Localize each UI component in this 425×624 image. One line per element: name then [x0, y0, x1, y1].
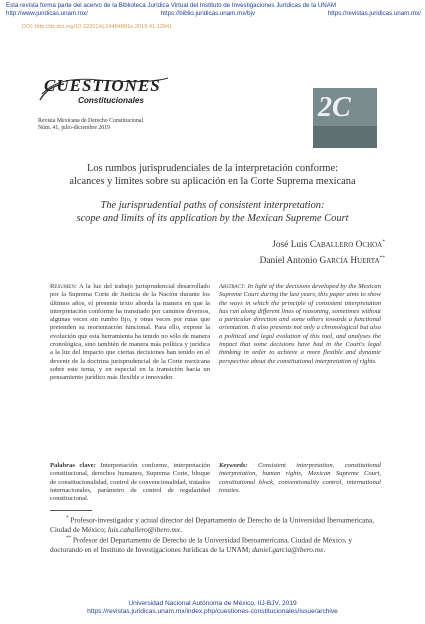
journal-info [38, 118, 143, 132]
footnote-divider [50, 510, 92, 511]
journal-logo [38, 74, 178, 114]
logo-sub-text: Constitucionales [78, 96, 144, 105]
footnote-1: * Profesor-investigador y actual director del Departamento de Derecho de la Universidad Iberoamericana, Ciudad de México; luis.caballero@ibero.mx. [50, 515, 375, 534]
abstract-english [219, 283, 381, 366]
badge-letters: 2C [318, 92, 351, 123]
keywords-es-text: Interpretación conforme, interpretación constitucional, derechos humanos, Suprema Corte, bloque de constitucionalidad, control de convencionalidad, tratados internacionales, parámetro de control de regularidad constitucional. [50, 462, 210, 503]
abstract-en-label: Abstract: [219, 283, 246, 290]
title-english [20, 199, 405, 225]
journal-name: Revista Mexicana de Derecho Constitucional [38, 118, 143, 124]
abstract-spanish [50, 283, 210, 383]
logo-main-text: CUESTIONES [44, 76, 161, 95]
abstract-es-label: Resumen: [50, 283, 77, 290]
author-2: Daniel Antonio García Huerta** [259, 254, 385, 266]
badge-stripe [313, 126, 377, 148]
page-footer [0, 600, 425, 616]
journal-issue: Núm. 41, julio-diciembre 2019 [38, 125, 110, 131]
keywords-english [219, 462, 381, 495]
keywords-spanish [50, 462, 210, 503]
title-spanish [20, 162, 405, 188]
keywords-en-text: Consistent interpretation, constitutional interpretation, human rights, Mexican Supreme Court, constitutional block, conventionality control, international treaties. [219, 462, 381, 494]
doi-link[interactable]: DOI: http://dx.doi.org/10.22201/iij.24484881e.2019.41.13941 [22, 24, 173, 30]
revistas-link[interactable]: https://revistas.juridicas.unam.mx/ [327, 9, 421, 17]
author-list [260, 236, 385, 267]
abstract-en-text: In light of the decisions developed by the Mexican Supreme Court during the last years, this paper aims to show the ways in which the principle of consistent interpretation has run along different lines of reasoning, sometimes without a particular direction and some others towards a functional orientation. It also presents not only a chronological but also a political and legal evolution of this tool, and analyses the impact that some decisions have had in the Court's legal thinking in order to achieve a more flexible and dynamic perspective about the constitutional interpretation of rights. [219, 283, 381, 365]
repository-header [6, 2, 421, 17]
journal-badge-image [313, 88, 377, 148]
title-es-line-1: Los rumbos jurisprudenciales de la interpretación conforme: [86, 163, 339, 174]
title-es-line-2: alcances y límites sobre su aplicación en la Corte Suprema mexicana [69, 176, 356, 187]
footnote-1-email[interactable]: luis.caballero@ibero.mx [107, 524, 181, 534]
footnote-2: ** Profesor del Departamento de Derecho de la Universidad Iberoamericana, Ciudad de México, y doctorando en el Instituto de Investigaciones Jurídicas de la UNAM; daniel.garcia@ibero.mx. [50, 535, 353, 554]
repository-notice: Esta revista forma parte del acervo de la Biblioteca Jurídica Virtual del Instituto de Investigaciones Jurídicas de la UNAM [6, 2, 337, 9]
footer-archive-link[interactable]: https://revistas.juridicas.unam.mx/index.php/cuestiones-constitucionales/issue/archive [87, 608, 338, 616]
title-en-line-1: The jurisprudential paths of consistent interpretation: [100, 200, 325, 211]
footnote-2-email[interactable]: daniel.garcia@ibero.mx [252, 544, 324, 554]
juridicas-link[interactable]: http://www.juridicas.unam.mx/ [6, 9, 88, 17]
keywords-es-label: Palabras clave: [50, 462, 96, 469]
abstract-es-text: A la luz del trabajo jurisprudencial desarrollado por la Suprema Corte de Justicia de la Nación durante los últimos años, el presente texto aborda la manera en que la interpretación conforme ha transitado por caminos diversos, algunas veces sin rumbo fijo, y otras veces por rutas que pretenden su reorientación funcional. Para ello, expone la evolución que esta herramienta ha tenido no sólo de manera cronológica, sino también de manera más política y jurídica a la luz del impacto que ciertas decisiones han tenido en el devenir de la doctrina jurisprudencial de la Corte mexicana sobre este tema, y en especial en la transición hacia un pensamiento jurídico más flexible e innovador. [50, 283, 210, 382]
keywords-en-label: Keywords: [219, 462, 248, 469]
footer-institution: Universidad Nacional Autónoma de México, IIJ-BJV, 2019 [128, 600, 297, 607]
author-1: José Luis Caballero Ochoa* [272, 239, 385, 251]
bjv-link[interactable]: https://biblio.juridicas.unam.mx/bjv [160, 9, 255, 17]
title-en-line-2: scope and limits of its application by the Mexican Supreme Court [76, 213, 349, 224]
